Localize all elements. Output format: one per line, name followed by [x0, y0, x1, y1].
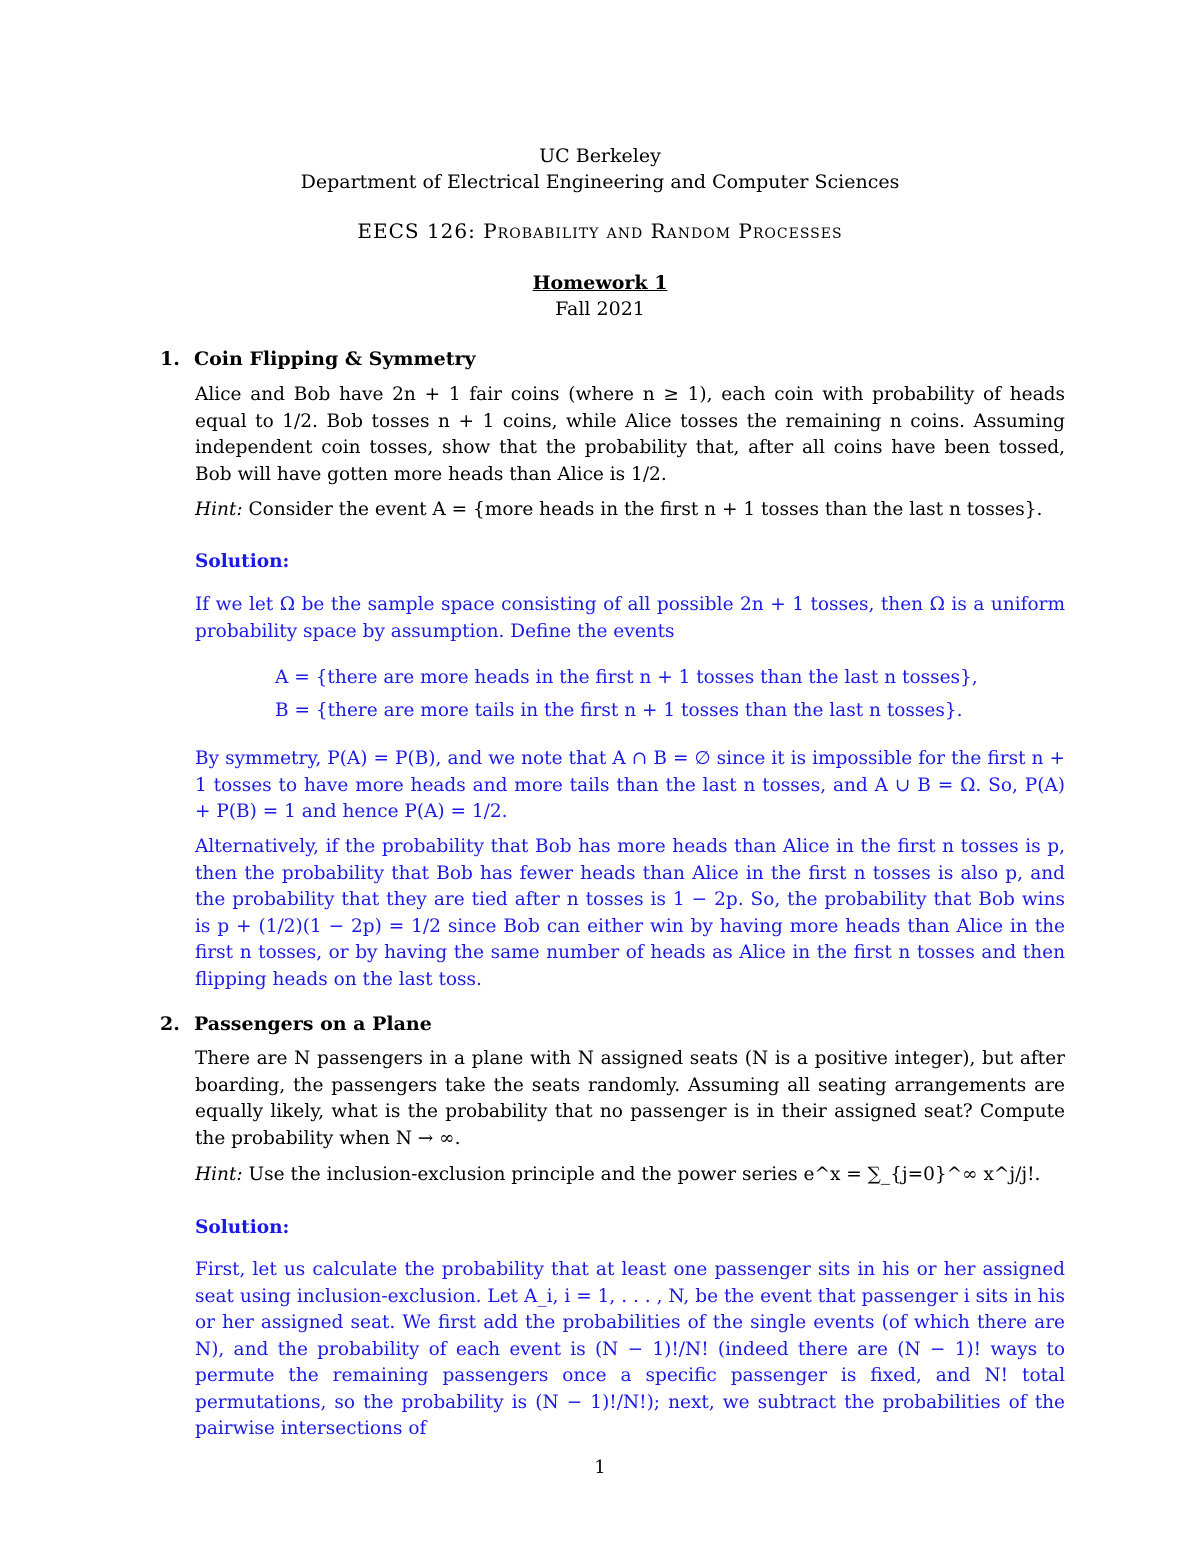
course-title: EECS 126: Probability and Random Processes	[357, 219, 843, 243]
problem-1-hint	[195, 497, 1065, 524]
problem-2-solution-p1: First, let us calculate the probability that at least one passenger sits in his or her assigned seat using inclusion-exclusion. Let A_i, i = 1, . . . , N, be the event that passenger i sits in his or her assigned seat. We first add the probabilities of the single events (of which there are N), and the probability of each event is (N − 1)!/N! (indeed there are (N − 1)! ways to permute the remaining passengers once a specific passenger is fixed, and N! total permutations, so the probability is (N − 1)!/N!); next, we subtract the probabilities of the pairwise intersections of	[195, 1259, 1065, 1439]
homework-title-wrap	[0, 270, 1200, 296]
problem-1-equation-a: A = {there are more heads in the first n + 1 tosses than the last n tosses},	[275, 667, 978, 688]
university-name: UC Berkeley	[539, 145, 661, 167]
problem-1-solution-p1: If we let Ω be the sample space consisting of all possible 2n + 1 tosses, then Ω is a uniform probability space by assumption. Define the events	[195, 594, 1065, 642]
problem-2-statement: There are N passengers in a plane with N assigned seats (N is a positive integer), but after boarding, the passengers take the seats randomly. Assuming all seating arrangements are equally likely, what is the probability that no passenger is in their assigned seat? Compute the probability when N → ∞.	[195, 1048, 1065, 1149]
problem-1-statement: Alice and Bob have 2n + 1 fair coins (where n ≥ 1), each coin with probability of heads equal to 1/2. Bob tosses n + 1 coins, while Alice tosses the remaining n coins. Assuming independent coin tosses, show that the probability that, after all coins have been tossed, Bob will have gotten more heads than Alice is 1/2.	[195, 384, 1065, 485]
problem-1-title: Coin Flipping & Symmetry	[194, 348, 476, 370]
problem-2-title: Passengers on a Plane	[194, 1013, 432, 1035]
problem-1-equation-b: B = {there are more tails in the first n + 1 tosses than the last n tosses}.	[275, 700, 963, 721]
problem-1-solution-p3: Alternatively, if the probability that Bob has more heads than Alice in the first n tosses is p, then the probability that Bob has fewer heads than Alice in the first n tosses is also p, and the probability that they are tied after n tosses is 1 − 2p. So, the probability that Bob wins is p + (1/2)(1 − 2p) = 1/2 since Bob can either win by having more heads than Alice in the first n tosses, or by having the same number of heads as Alice in the first n tosses and then flipping heads on the last toss.	[195, 836, 1065, 990]
problem-2-heading	[160, 1011, 432, 1037]
page-number: 1	[594, 1457, 606, 1478]
problem-1-number: 1.	[160, 348, 180, 370]
problem-1-hint-text: Consider the event A = {more heads in the first n + 1 tosses than the last n tosses}.	[248, 499, 1043, 520]
problem-1-hint-label: Hint:	[195, 499, 243, 520]
problem-1-solution-label: Solution:	[195, 551, 290, 572]
homework-title: Homework 1	[532, 272, 668, 294]
problem-1-heading	[160, 346, 476, 372]
problem-1-solution-p2: By symmetry, P(A) = P(B), and we note that A ∩ B = ∅ since it is impossible for the first n + 1 tosses to have more heads and more tails than the last n tosses, and A ∪ B = Ω. So, P(A) + P(B) = 1 and hence P(A) = 1/2.	[195, 748, 1065, 822]
department-name: Department of Electrical Engineering and Computer Sciences	[300, 171, 900, 193]
problem-2-hint-label: Hint:	[195, 1164, 243, 1185]
problem-2-hint	[195, 1162, 1065, 1189]
problem-2-hint-text: Use the inclusion-exclusion principle and the power series e^x = ∑_{j=0}^∞ x^j/j!.	[248, 1164, 1041, 1185]
problem-2-number: 2.	[160, 1013, 180, 1035]
term: Fall 2021	[555, 298, 645, 320]
problem-2-solution-label: Solution:	[195, 1217, 290, 1238]
